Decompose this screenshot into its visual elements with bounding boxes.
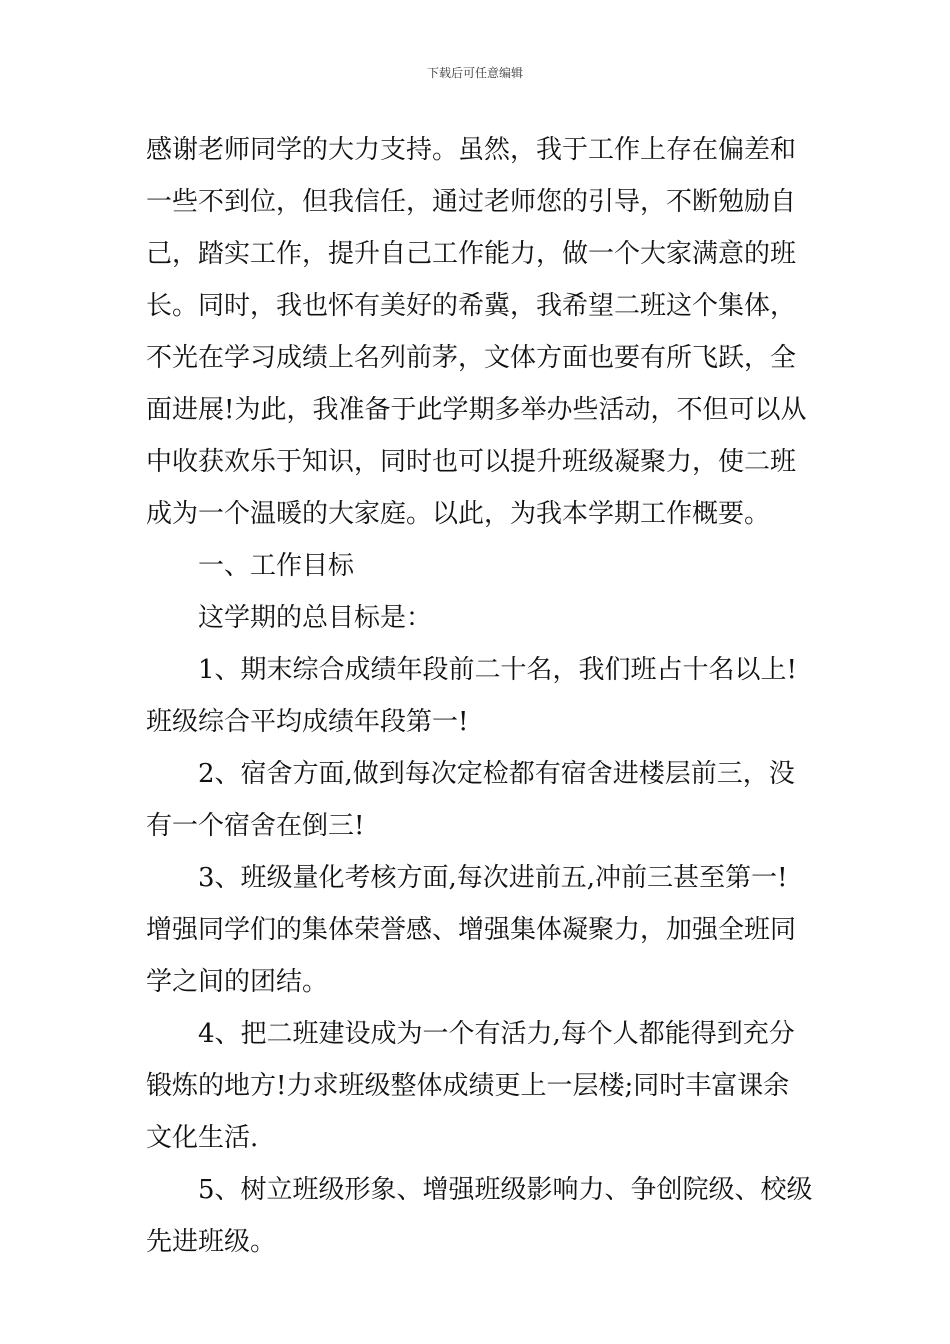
list-item-4: 4、把二班建设成为一个有活力,每个人都能得到充分: [198, 1019, 795, 1049]
body-line: 有一个宿舍在倒三!: [146, 811, 365, 841]
body-line: 先进班级。: [146, 1227, 277, 1257]
list-item-2: 2、宿舍方面,做到每次定检都有宿舍进楼层前三，没: [198, 759, 795, 789]
body-line: 一些不到位，但我信任，通过老师您的引导，不断勉励自: [146, 187, 797, 217]
body-line: 成为一个温暖的大家庭。以此，为我本学期工作概要。: [146, 499, 771, 529]
body-line: 锻炼的地方!力求班级整体成绩更上一层楼;同时丰富课余: [146, 1071, 790, 1101]
body-line: 增强同学们的集体荣誉感、增强集体凝聚力，加强全班同: [146, 915, 797, 945]
list-item-1: 1、期末综合成绩年段前二十名，我们班占十名以上!: [198, 655, 797, 685]
document-body: [146, 124, 813, 1268]
body-line: 班级综合平均成绩年段第一!: [146, 707, 469, 737]
body-line: 长。同时，我也怀有美好的希冀，我希望二班这个集体，: [146, 291, 797, 321]
body-line: 面进展!为此，我准备于此学期多举办些活动，不但可以从: [146, 395, 807, 425]
list-item-5: 5、树立班级形象、增强班级影响力、争创院级、校级: [198, 1175, 813, 1205]
body-line: 己，踏实工作，提升自己工作能力，做一个大家满意的班: [146, 239, 797, 269]
section-heading: 一、工作目标: [198, 551, 355, 581]
list-item-3: 3、班级量化考核方面,每次进前五,冲前三甚至第一!: [198, 863, 788, 893]
body-line: 这学期的总目标是：: [198, 603, 433, 633]
body-line: 文化生活.: [146, 1123, 259, 1153]
body-line: 中收获欢乐于知识，同时也可以提升班级凝聚力，使二班: [146, 447, 797, 477]
body-line: 学之间的团结。: [146, 967, 329, 997]
body-line: 不光在学习成绩上名列前茅，文体方面也要有所飞跃，全: [146, 343, 797, 373]
body-line: 感谢老师同学的大力支持。虽然，我于工作上存在偏差和: [146, 135, 797, 165]
page-header: 下载后可任意编辑: [426, 66, 523, 80]
